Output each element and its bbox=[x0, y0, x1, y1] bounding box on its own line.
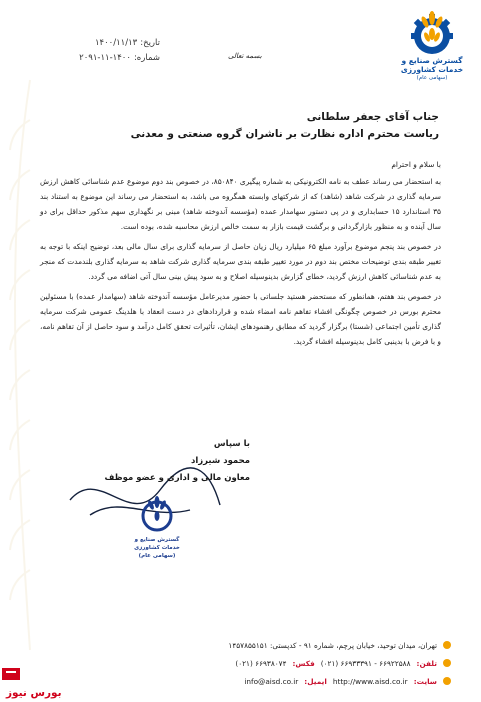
letter-meta bbox=[70, 36, 160, 66]
website-link[interactable]: http://www.aisd.co.ir bbox=[332, 676, 408, 686]
signature-block bbox=[90, 436, 250, 487]
paragraph-1: به استحضار می رساند عطف به نامه الکترونیکی به شماره پیگیری ۸۵۰۸۴۰، در خصوص بند دوم موضوع عدم شناسائی کاهش ارزش سرمایه گذاری در شرکت شاهد (شاهد) که از شرکتهای وابسته همگروه می باشد، به استحضار می رساند این موضوع به استناد بند ۳۵ استاندارد ۱۵ حسابداری و در پی دستور سهامدار عمده (مؤسسه آندوخته شاهد) مبنی بر نگهداری سهم مذکور حداقل برای دو سال آینده و به منظور بازارگردانی و برگشت قیمت بازار به سمت خالص ارزش محاسبه شده، بوده است. bbox=[40, 177, 442, 231]
signer-name: محمود شیرزاد bbox=[190, 456, 250, 466]
location-icon bbox=[443, 641, 451, 649]
paragraph-3: در خصوص بند هفتم، همانطور که مستحضر هستید جلساتی با حضور مدیرعامل مؤسسه آندوخته شاهد (سهامدار عمده) با مسئولین محترم بورس در خصوص چگونگی افشاء تفاهم نامه امضاء شده و قراردادهای در دست انعقاد با هلدینگ عمومی شرکت سرمایه گذاری تأمین اجتماعی (شستا) برگزار گردید که مطابق رهنمودهای ایشان، تأثیرات تحقق کامل درآمد و سود حاصل از آن تفاهم نامه، و با فرض با بدینبی کامل بدینوسیله افشاء گردید. bbox=[40, 292, 441, 346]
fax-label: فکس: bbox=[292, 658, 315, 668]
news-watermark: بورس نیوز bbox=[6, 687, 62, 699]
date-value: ۱۴۰۰/۱۱/۱۳ bbox=[94, 38, 138, 48]
basmala-handwritten: بسمه تعالی bbox=[228, 52, 262, 60]
signer-role: معاون مالی و اداری و عضو موظف bbox=[104, 473, 250, 483]
logo-text-line3: (سهامی عام) bbox=[416, 74, 448, 81]
footer-address: تهران، میدان توحید، خیابان پرچم، شماره ۹۱ - کدپستی: ۱۴۵۷۸۵۵۱۵۱ bbox=[228, 640, 437, 650]
company-stamp bbox=[112, 492, 202, 572]
closing-text: با سپاس bbox=[213, 439, 250, 449]
number-label: شماره: bbox=[133, 53, 160, 63]
stamp-text-line2: خدمات کشاورزی bbox=[134, 545, 180, 551]
number-value: ۲۰۹۱-۱۱-۱۴۰۰ bbox=[79, 53, 131, 63]
addressee-name: جناب آقای جعفر سلطانی bbox=[306, 111, 439, 123]
fax-value: (۰۲۱) ۶۶۹۳۸۰۷۴ bbox=[235, 658, 287, 668]
stamp-text-line3: (سهامی عام) bbox=[138, 553, 176, 559]
phone-icon bbox=[443, 659, 451, 667]
news-logo-icon bbox=[0, 664, 22, 682]
footer-address-row bbox=[28, 636, 451, 654]
footer-contact-row bbox=[28, 654, 451, 672]
addressee-block bbox=[131, 108, 439, 143]
logo-text-line1: گسترش صنایع و bbox=[401, 56, 463, 65]
website-label: سایت: bbox=[413, 676, 437, 686]
letter-footer bbox=[28, 636, 451, 690]
phone-value: (۰۲۱) ۶۶۹۳۳۳۹۱ - ۶۶۹۲۲۵۸۸ bbox=[320, 658, 411, 668]
gear-wheat-logo-icon bbox=[406, 8, 458, 56]
email-link[interactable]: info@aisd.co.ir bbox=[244, 676, 299, 686]
stamp-logo-icon bbox=[135, 492, 179, 532]
greeting: با سلام و احترام bbox=[391, 160, 441, 169]
stamp-text-line1: گسترش صنایع و bbox=[134, 537, 180, 543]
number-row bbox=[70, 51, 160, 66]
addressee-title: ریاست محترم اداره نظارت بر ناشران گروه صنعتی و معدنی bbox=[130, 128, 439, 140]
wheat-watermark-icon bbox=[0, 60, 60, 660]
date-row bbox=[70, 36, 160, 51]
company-logo bbox=[393, 8, 471, 98]
logo-text-line2: خدمات کشاورزی bbox=[400, 65, 464, 75]
date-label: تاریخ: bbox=[140, 38, 160, 48]
footer-web-row bbox=[28, 672, 451, 690]
globe-icon bbox=[443, 677, 451, 685]
phone-label: تلفن: bbox=[416, 658, 437, 668]
paragraph-2: در خصوص بند پنجم موضوع برآورد مبلغ ۶۵ میلیارد ریال زیان حاصل از سرمایه گذاری برای سال مالی بعد، توضیح اینکه با توجه به تغییر طبقه بندی توضیحات مختص بند دوم در مورد تغییر طبقه بندی سرمایه گذاری شرکت شاهد به سرمایه گذاری بلندمدت که منجر به عدم شناسائی کاهش ارزش گردید، خطای گزارش بدینوسیله اصلاح و به سود پیش بینی سال آتی اضافه می گردد. bbox=[40, 242, 441, 281]
letter-body bbox=[40, 157, 441, 354]
email-label: ایمیل: bbox=[304, 676, 327, 686]
